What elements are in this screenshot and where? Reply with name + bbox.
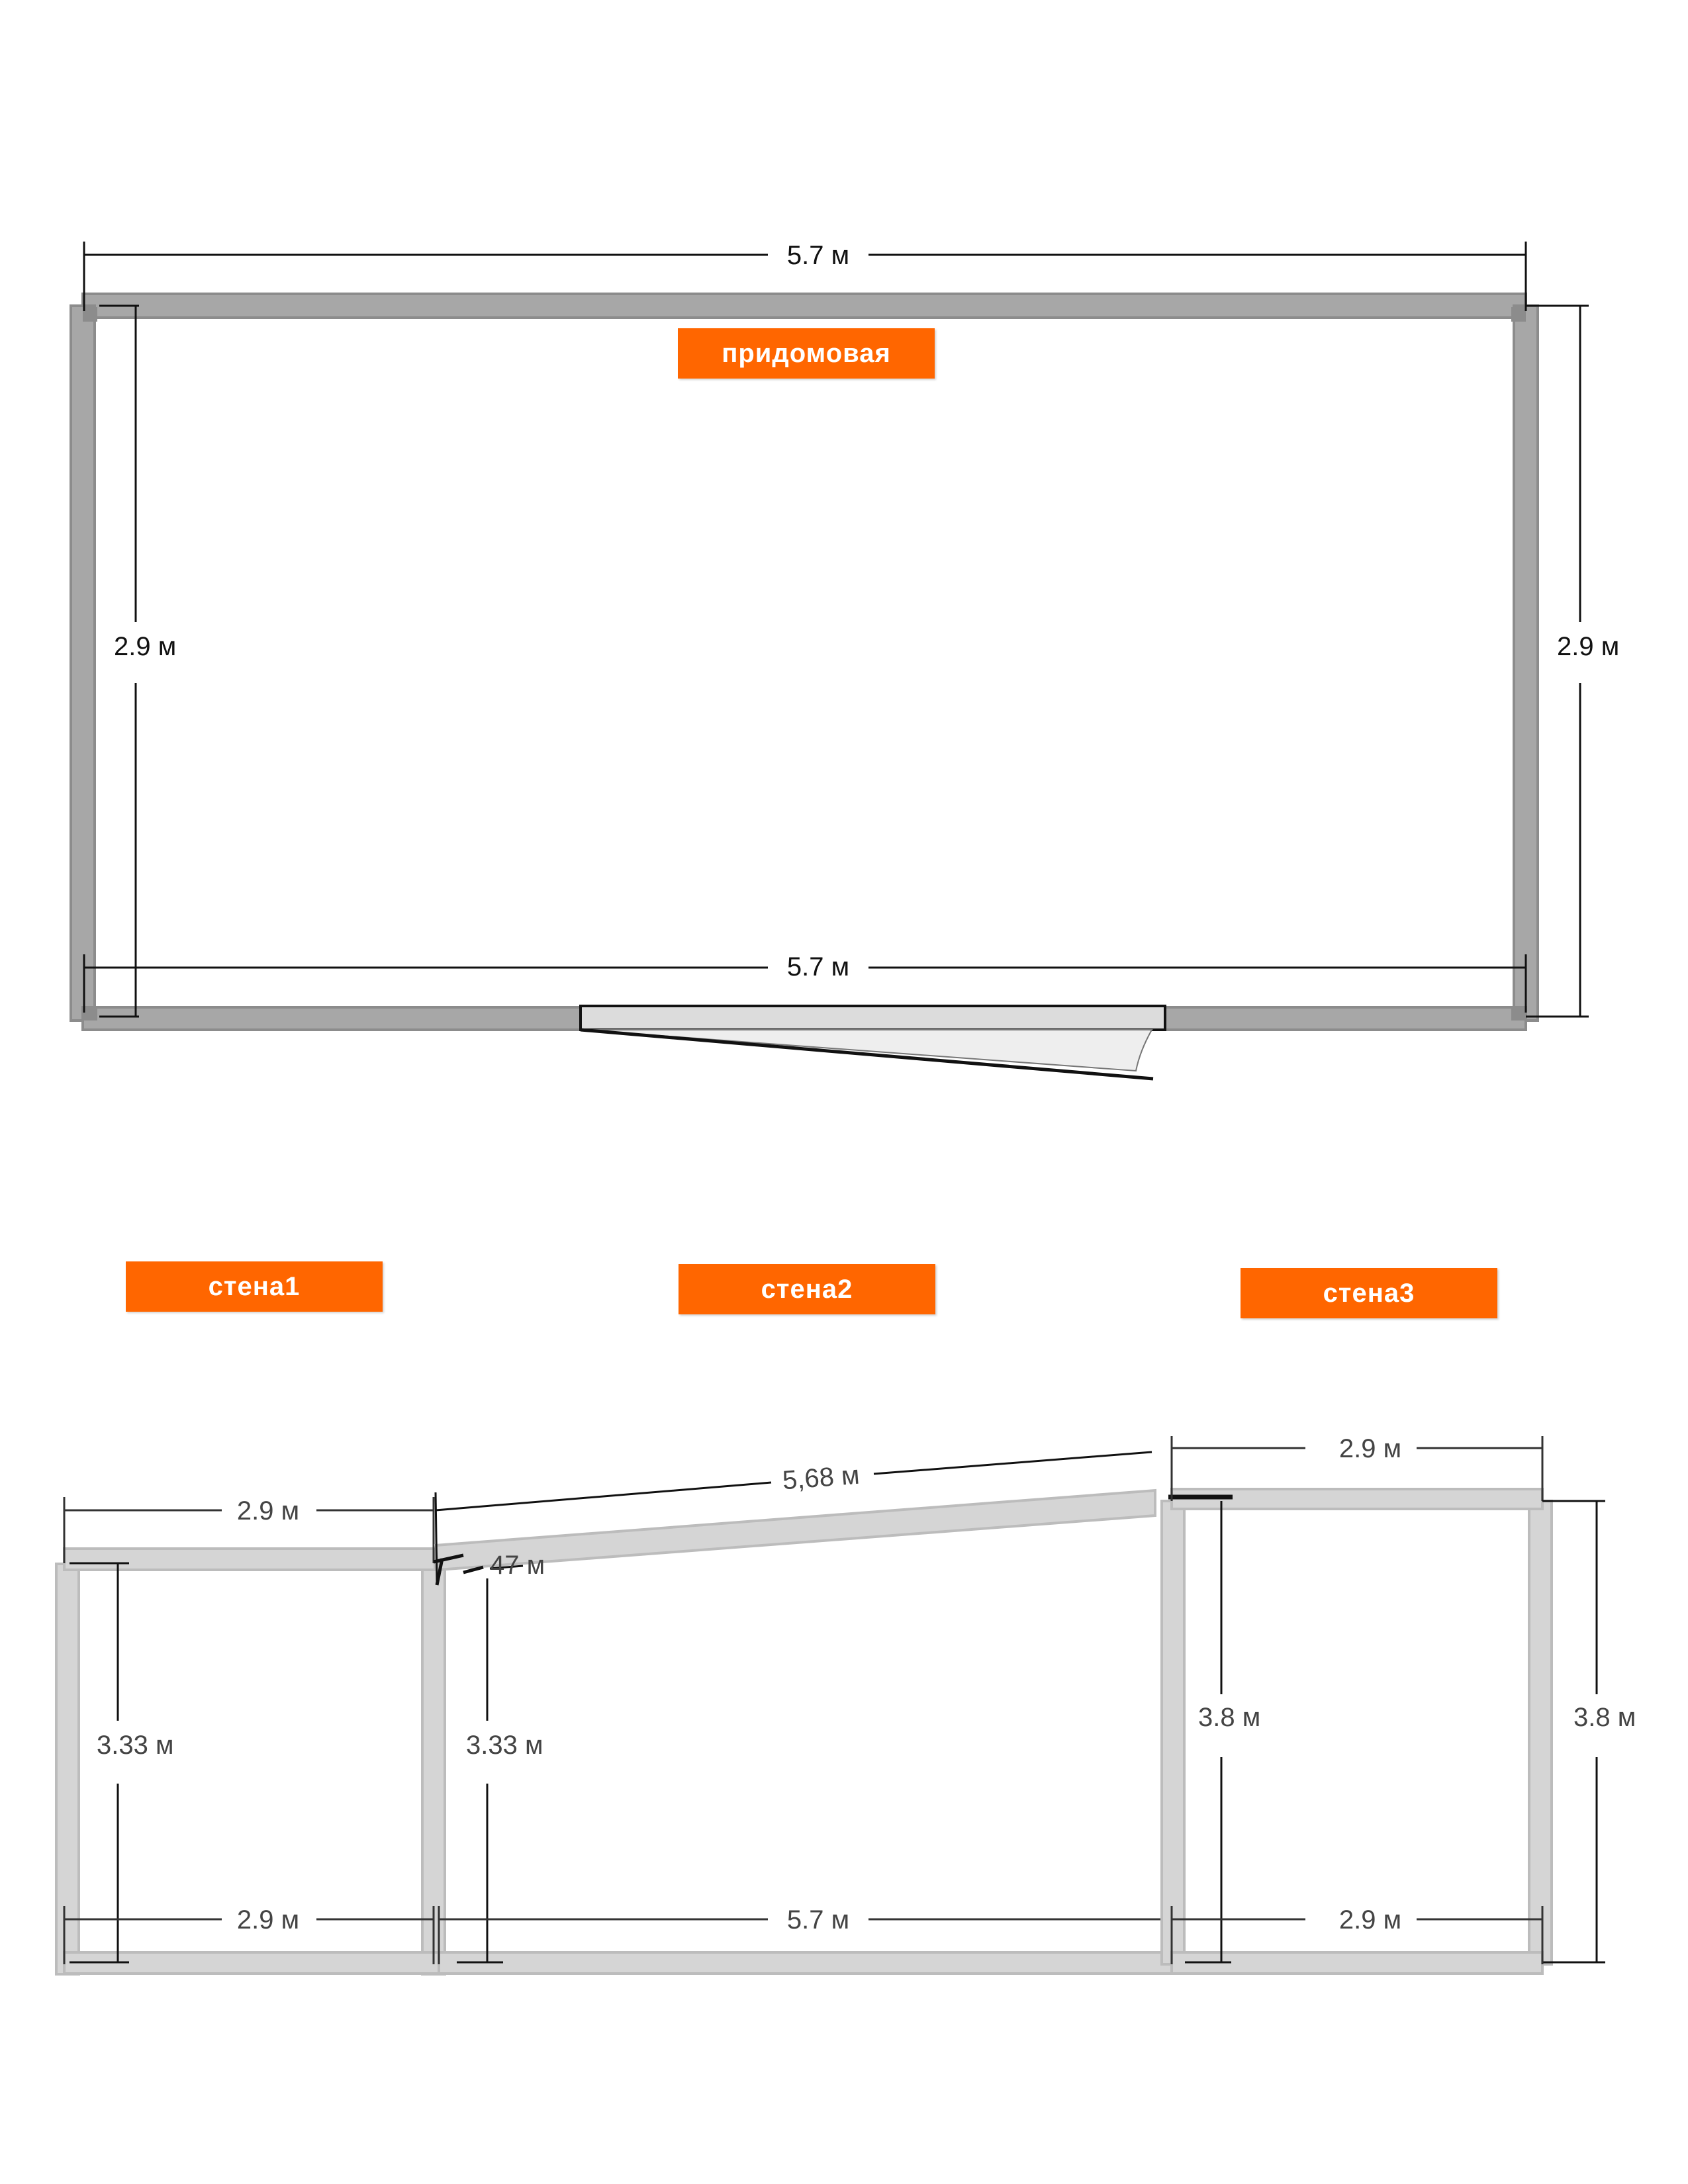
dimension-label: 5.7 м: [786, 1905, 850, 1934]
dimension-label: 2.9 м: [1338, 1434, 1402, 1463]
dimension-plan-right: [1526, 306, 1619, 1017]
wall3-view: [1162, 1434, 1636, 1974]
dimension-plan-bottom: [84, 952, 1526, 1013]
dimension-label: 47 м: [490, 1551, 545, 1580]
plan-wall-left: [71, 306, 95, 1021]
dimension-label: 3.33 м: [466, 1731, 543, 1760]
plan-wall-bottom-right: [1165, 1007, 1526, 1030]
dimension-wall2-height: [457, 1578, 543, 1962]
wall1-left-post: [56, 1564, 79, 1974]
dimension-label: 2.9 м: [1557, 632, 1620, 661]
dimension-label: 3.8 м: [1198, 1703, 1261, 1732]
dimension-label: 2.9 м: [1338, 1905, 1402, 1934]
label-wall1: стена1: [126, 1261, 383, 1312]
dimension-label: 2.9 м: [236, 1905, 300, 1934]
dimension-label: 3.33 м: [97, 1731, 174, 1760]
door-symbol: [581, 1006, 1165, 1079]
dimension-wall3-height-right: [1542, 1501, 1636, 1962]
label-plan: придомовая: [678, 328, 935, 379]
dimension-wall1-height: [70, 1563, 173, 1962]
dimension-label: 5.7 м: [786, 241, 850, 270]
plan-wall-right: [1514, 306, 1538, 1021]
plan-corner: [1511, 1006, 1526, 1021]
dimension-wall2-small: [490, 1551, 545, 1580]
dimension-label: 5.7 м: [786, 952, 850, 981]
wall1-view: [56, 1496, 445, 1974]
dimension-wall3-height-left: [1185, 1501, 1260, 1962]
wall3-right-post: [1529, 1501, 1552, 1964]
dimension-label: 2.9 м: [114, 632, 177, 661]
label-wall3: стена3: [1241, 1268, 1497, 1318]
dimension-plan-left: [99, 306, 176, 1017]
wall2-view: [434, 1452, 1174, 1974]
dimension-label: 2.9 м: [236, 1496, 300, 1525]
dimension-label: 3.8 м: [1573, 1703, 1636, 1732]
wall1-top-beam: [64, 1549, 435, 1570]
dimension-label: 5,68 м: [781, 1460, 861, 1496]
wall3-left-post: [1162, 1501, 1184, 1964]
plan-wall-top: [83, 294, 1526, 318]
plan-wall-bottom-left: [83, 1007, 581, 1030]
wall2-bottom-beam: [439, 1952, 1174, 1974]
plan-corner: [1511, 307, 1526, 322]
label-wall2: стена2: [679, 1264, 935, 1314]
